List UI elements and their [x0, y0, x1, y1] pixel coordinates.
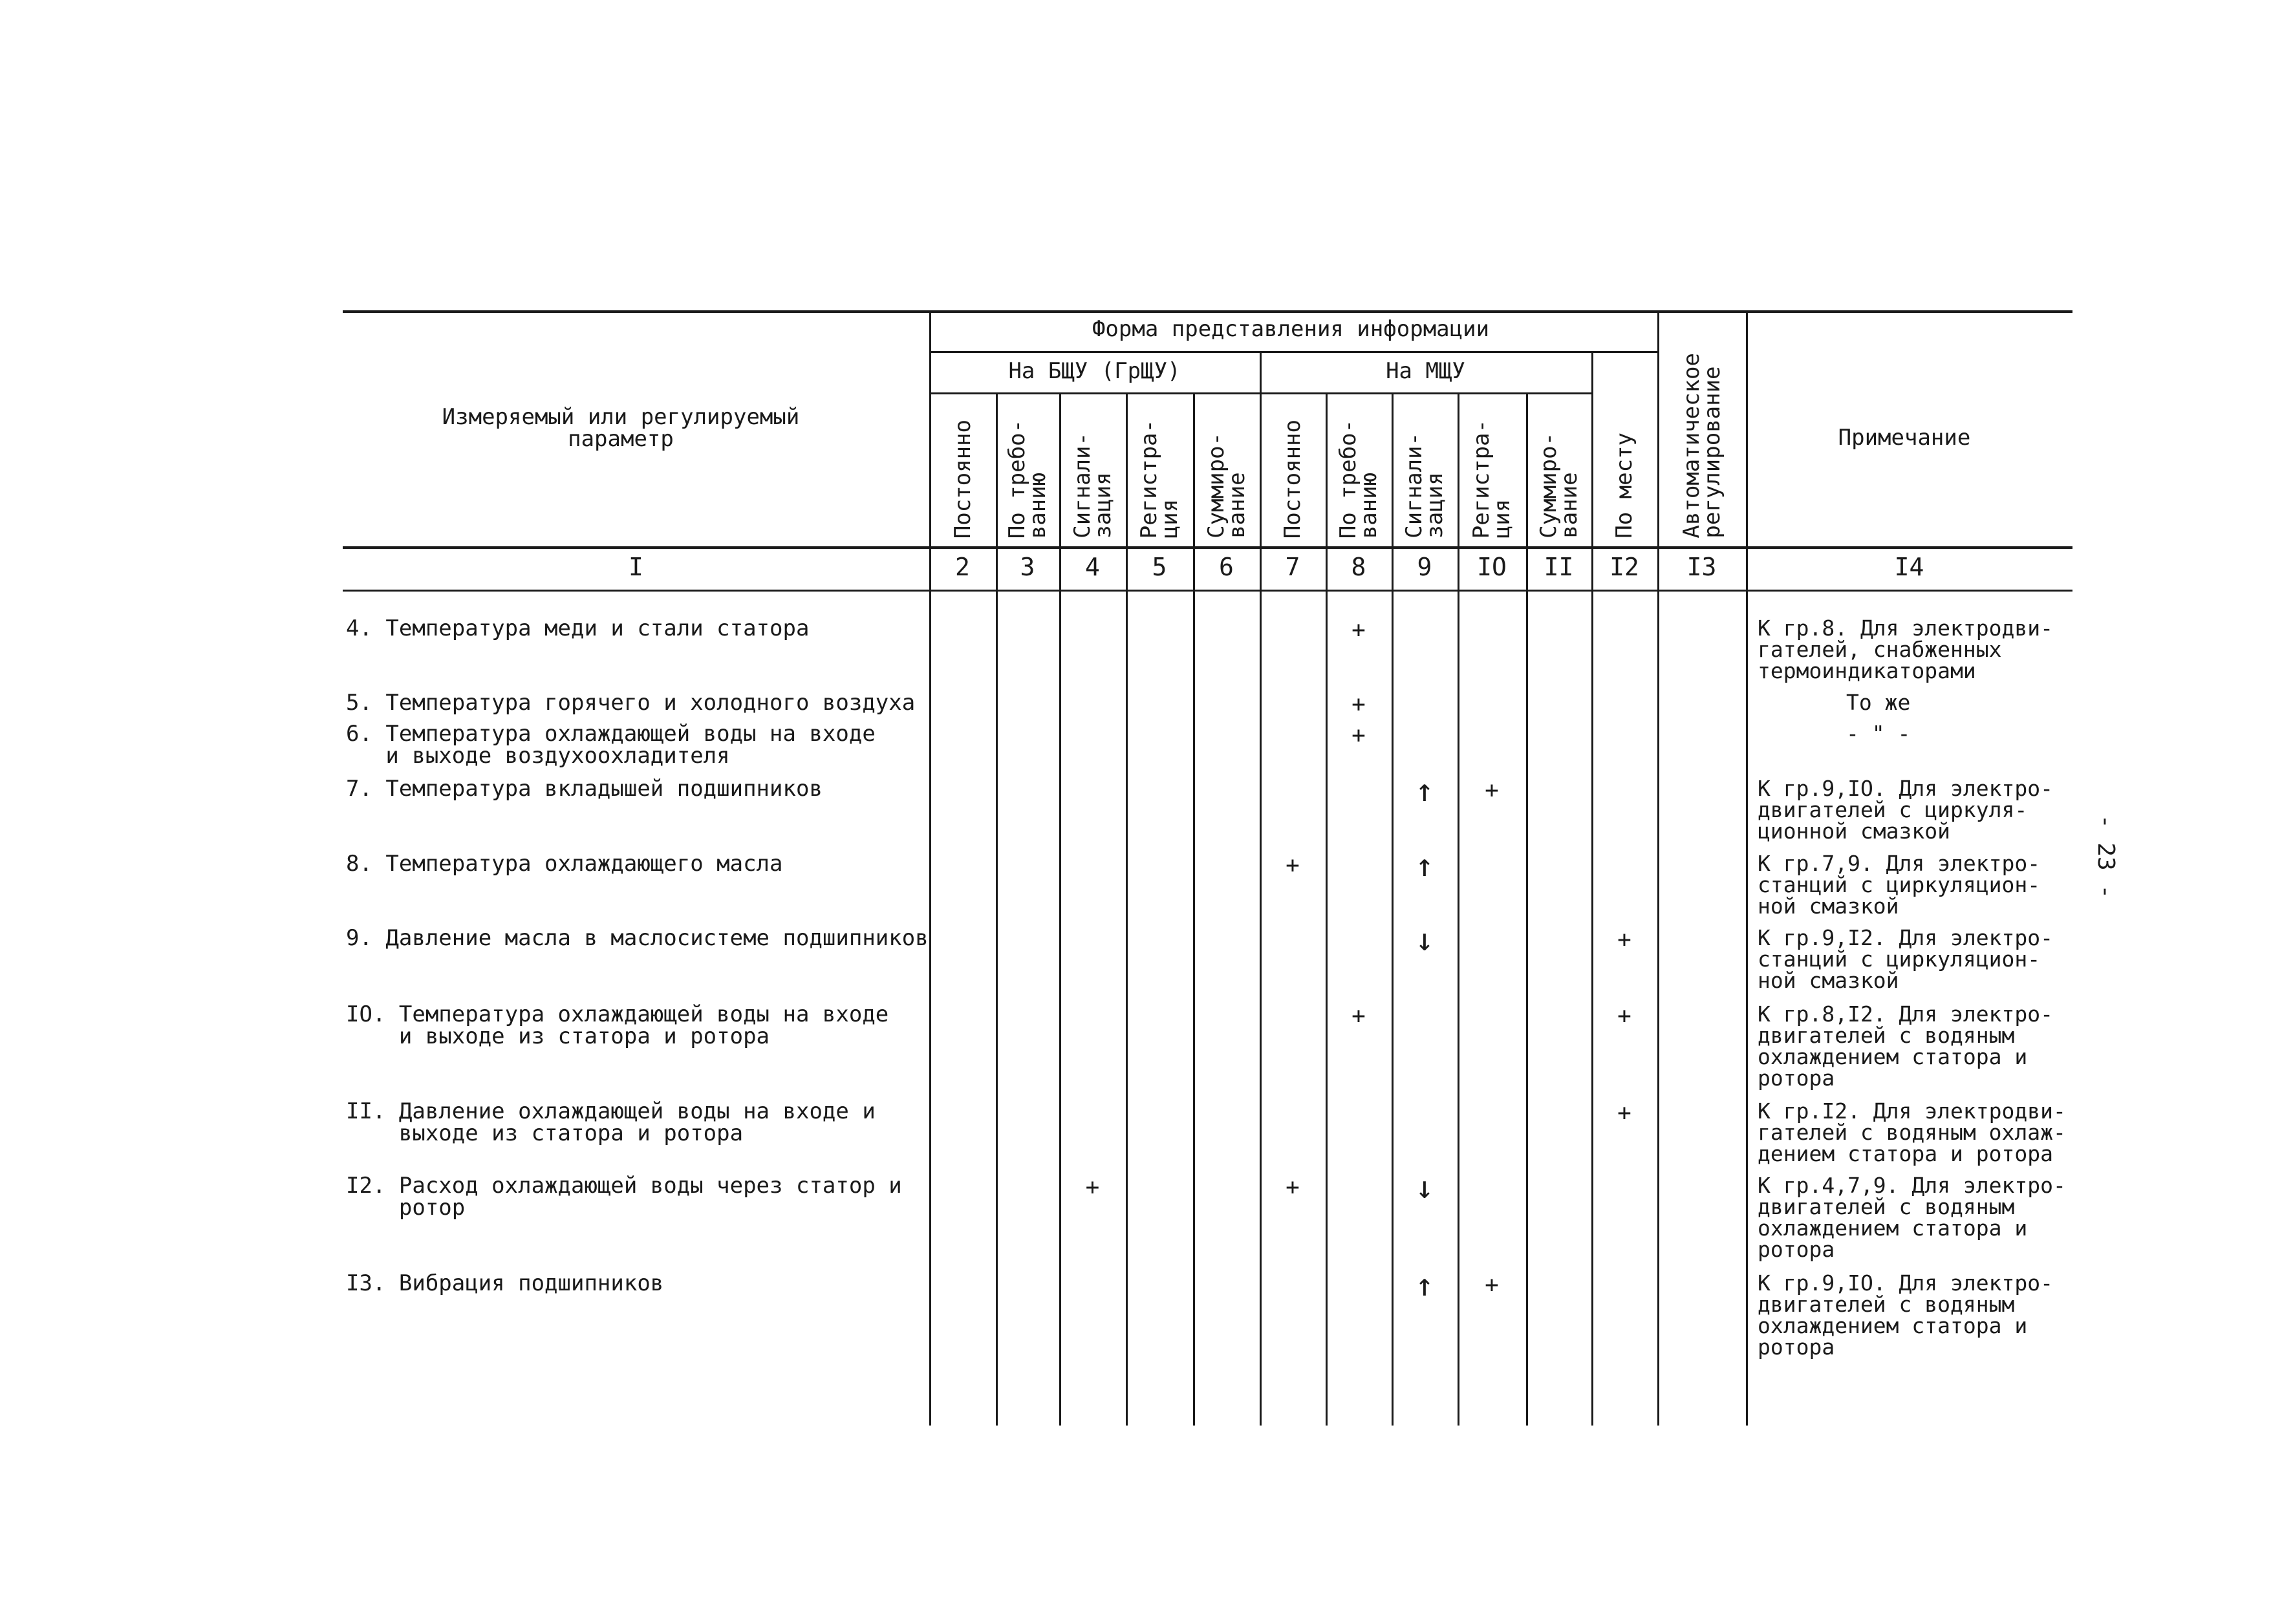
group-header-bshu: На БЩУ (ГрЩУ) [1008, 358, 1181, 384]
parameter-name: 6. Температура охлаждающей воды на входе и выходе воздухоохладителя [346, 721, 876, 769]
column-number: I2 [1609, 553, 1639, 581]
row-note: К гр.4,7,9. Для электро- двигателей с водяным охлаждением статора и ротора [1758, 1173, 2066, 1262]
column-number: I4 [1894, 553, 1924, 581]
header-bottom-rule [343, 546, 2072, 549]
plus-mark: + [1485, 1272, 1499, 1298]
row-note: К гр.8. Для электродви- гателей, снабженных термоиндикаторами [1758, 615, 2053, 683]
divider-col [1392, 392, 1394, 1426]
column-number: 5 [1152, 553, 1167, 581]
arrow-up-icon: ↑ [1415, 848, 1434, 884]
parameter-name: II. Давление охлаждающей воды на входе и выходе из статора и ротора [346, 1098, 876, 1146]
row-note: К гр.I2. Для электродви- гателей с водяным охлаж- дением статора и ротора [1758, 1098, 2066, 1166]
divider-col [1260, 351, 1262, 1426]
plus-mark: + [1485, 777, 1499, 804]
number-row-rule [343, 590, 2072, 592]
subcolumn-header: По требо- ванию [1335, 420, 1382, 539]
plus-mark: + [1351, 1003, 1366, 1029]
divider-col [1193, 392, 1195, 1426]
parameter-name: I3. Вибрация подшипников [346, 1270, 664, 1296]
column-number: 2 [955, 553, 970, 581]
column-number: 8 [1351, 553, 1366, 581]
divider-col [1526, 392, 1528, 1426]
note-column-header: Примечание [1838, 425, 1971, 451]
divider-auto [1657, 310, 1659, 1426]
column-number: 3 [1020, 553, 1035, 581]
parameter-name: I2. Расход охлаждающей воды через статор и ротор [346, 1173, 902, 1221]
subcolumn-header: Суммиро- вание [1535, 433, 1582, 539]
arrow-down-icon: ↓ [1415, 1170, 1434, 1206]
subcolumn-header: Сигнали- зация [1069, 433, 1116, 539]
parameter-name: 4. Температура меди и стали статора [346, 615, 810, 641]
divider-onsite [1591, 351, 1593, 1426]
plus-mark: + [1286, 852, 1300, 879]
plus-mark: + [1085, 1174, 1100, 1201]
plus-mark: + [1617, 1003, 1631, 1029]
plus-mark: + [1351, 691, 1366, 718]
plus-mark: + [1617, 1100, 1631, 1126]
subcolumn-header: Постоянно [949, 420, 976, 539]
param-column-header [362, 406, 879, 450]
top-rule [343, 310, 2072, 313]
column-number: 7 [1285, 553, 1300, 581]
divider-col [1126, 392, 1128, 1426]
row-note: К гр.8,I2. Для электро- двигателей с водяным охлаждением статора и ротора [1758, 1001, 2053, 1091]
param-header-text: Измеряемый или регулируемый параметр [442, 404, 800, 452]
page-number-text: - 23 - [2093, 815, 2119, 899]
onsite-header: По месту [1611, 433, 1637, 539]
plus-mark: + [1351, 722, 1366, 749]
divider-col [996, 392, 998, 1426]
parameter-name: 5. Температура горячего и холодного воздуха [346, 690, 916, 716]
divider-col [1059, 392, 1061, 1426]
parameter-name: 7. Температура вкладышей подшипников [346, 776, 823, 802]
form-subrule [929, 351, 1657, 353]
row-note: К гр.7,9. Для электро- станций с циркуляцион- ной смазкой [1758, 851, 2041, 919]
plus-mark: + [1617, 926, 1631, 953]
arrow-up-icon: ↑ [1415, 773, 1434, 809]
column-number: II [1544, 553, 1574, 581]
arrow-down-icon: ↓ [1415, 922, 1434, 958]
column-number: 4 [1085, 553, 1100, 581]
column-number: 6 [1219, 553, 1234, 581]
row-note: - " - [1846, 721, 1911, 746]
row-note: К гр.9,IO. Для электро- двигателей с водяным охлаждением статора и ротора [1758, 1270, 2053, 1360]
subcolumn-header: Сигнали- зация [1401, 433, 1448, 539]
subcolumn-header: Суммиро- вание [1203, 433, 1250, 539]
column-number: IO [1477, 553, 1507, 581]
row-note: То же [1846, 690, 1911, 715]
parameter-name: 9. Давление масла в маслосистеме подшипников [346, 925, 929, 951]
row-note: К гр.9,IO. Для электро- двигателей с циркуля- ционной смазкой [1758, 776, 2053, 844]
group-header-mshu: На МЩУ [1386, 358, 1465, 384]
divider-note [1746, 310, 1748, 1426]
column-number: 9 [1417, 553, 1432, 581]
column-number: I [629, 553, 643, 581]
form-header: Форма представления информации [1092, 316, 1490, 342]
auto-regulation-header: Автоматическое регулирование [1678, 353, 1725, 539]
parameter-name: 8. Температура охлаждающего масла [346, 851, 783, 877]
divider-col [1326, 392, 1328, 1426]
subcolumn-header: Регистра- ция [1469, 420, 1515, 539]
plus-mark: + [1286, 1174, 1300, 1201]
column-number: I3 [1686, 553, 1717, 581]
row-note: К гр.9,I2. Для электро- станций с циркуляцион- ной смазкой [1758, 925, 2053, 993]
plus-mark: + [1351, 617, 1366, 643]
divider-param [929, 310, 931, 1426]
arrow-up-icon: ↑ [1415, 1267, 1434, 1303]
divider-col [1458, 392, 1459, 1426]
parameter-name: IO. Температура охлаждающей воды на входе и выходе из статора и ротора [346, 1001, 889, 1049]
subcolumn-header: По требо- ванию [1004, 420, 1051, 539]
subcolumn-header: Регистра- ция [1136, 420, 1183, 539]
subcolumn-header: Постоянно [1280, 420, 1306, 539]
